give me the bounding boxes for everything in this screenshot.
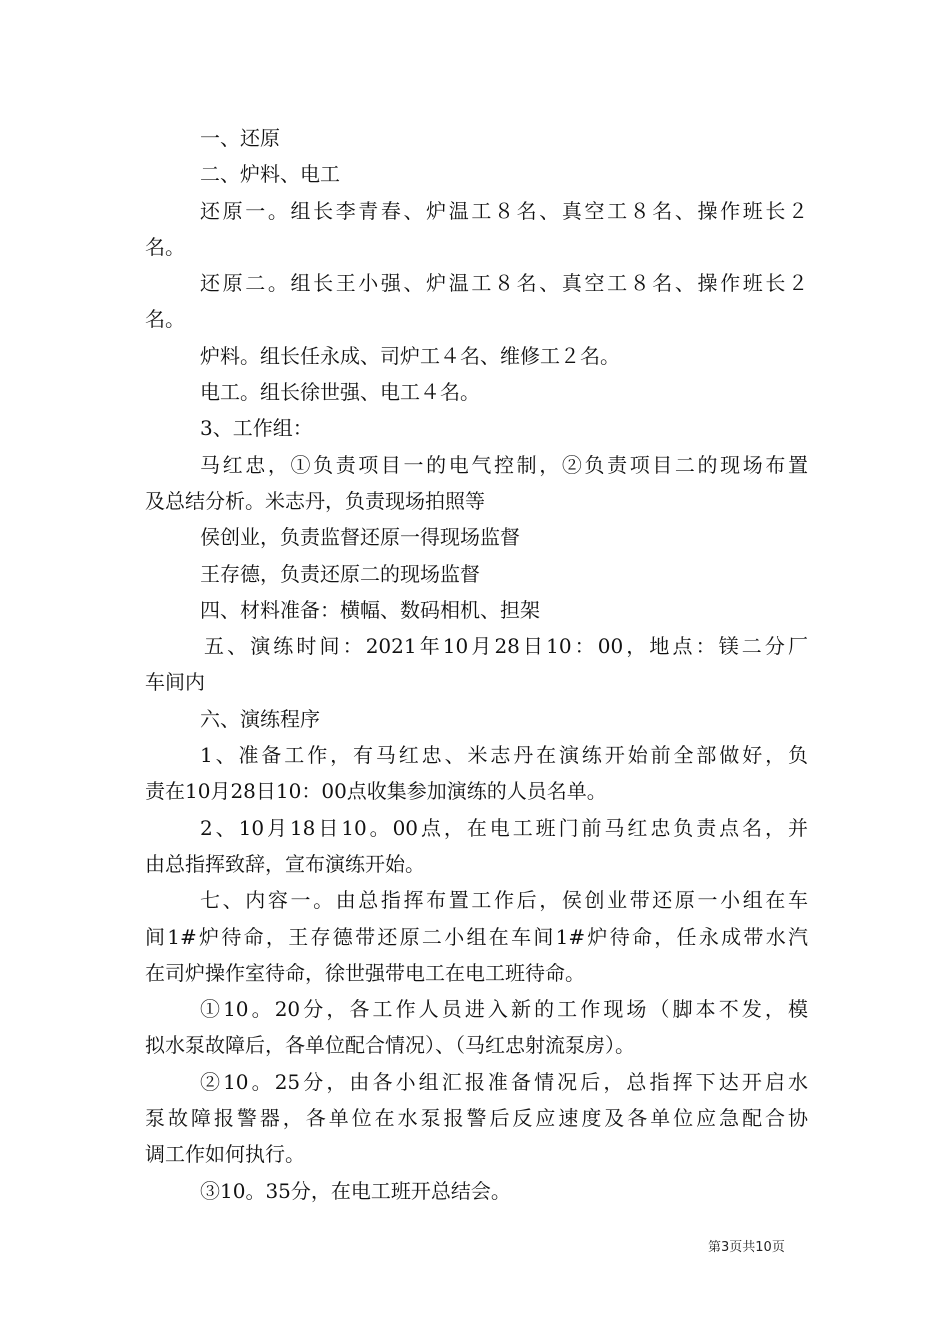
- text-line: 马红忠，①负责项目一的电气控制，②负责项目二的现场布置: [200, 452, 808, 477]
- text-line: 五、演练时间：2021年10月28日10：00，地点：镁二分厂: [204, 634, 808, 659]
- paragraph: [145, 120, 808, 156]
- document-body: [145, 120, 808, 1209]
- text-line: 调工作如何执行。: [145, 1142, 305, 1167]
- paragraph: [145, 338, 808, 374]
- text-line: ②10。25分，由各小组汇报准备情况后，总指挥下达开启水: [200, 1069, 808, 1094]
- paragraph: [145, 556, 808, 592]
- text-line: 七、内容一。由总指挥布置工作后，侯创业带还原一小组在车: [200, 888, 808, 913]
- text-line: 由总指挥致辞，宣布演练开始。: [145, 851, 425, 876]
- text-line: 还原一。组长李青春、炉温工８名、真空工８名、操作班长２: [200, 198, 808, 223]
- text-line: 车间内: [145, 670, 205, 695]
- text-line: 二、炉料、电工: [200, 162, 340, 187]
- text-line: 六、演练程序: [200, 706, 320, 731]
- paragraph: [145, 882, 808, 991]
- paragraph: [145, 701, 808, 737]
- paragraph: [145, 737, 808, 810]
- paragraph: [145, 592, 808, 628]
- text-line: 及总结分析。米志丹，负责现场拍照等: [145, 488, 485, 513]
- paragraph: [145, 1064, 808, 1173]
- paragraph: [145, 156, 808, 192]
- paragraph: [145, 1173, 808, 1209]
- text-line: 泵故障报警器，各单位在水泵报警后反应速度及各单位应急配合协: [145, 1106, 808, 1131]
- paragraph: [145, 991, 808, 1064]
- text-line: 一、还原: [200, 126, 280, 150]
- text-line: 王存德，负责还原二的现场监督: [200, 561, 480, 586]
- paragraph: [145, 519, 808, 555]
- paragraph: [145, 265, 808, 338]
- text-line: 名。: [145, 234, 185, 259]
- text-line: 3、工作组：: [200, 416, 313, 441]
- text-line: 1、准备工作，有马红忠、米志丹在演练开始前全部做好，负: [200, 743, 808, 768]
- page-number: 第3页共10页: [708, 1240, 785, 1255]
- text-line: 名。: [145, 307, 185, 332]
- text-line: 侯创业，负责监督还原一得现场监督: [200, 525, 520, 550]
- paragraph: [145, 374, 808, 410]
- text-line: 四、材料准备：横幅、数码相机、担架: [200, 597, 540, 622]
- paragraph: [145, 447, 808, 520]
- text-line: 炉料。组长任永成、司炉工４名、维修工２名。: [200, 343, 620, 368]
- text-line: 电工。组长徐世强、电工４名。: [200, 380, 480, 405]
- text-line: 拟水泵故障后，各单位配合情况）、（马红忠射流泵房）。: [145, 1033, 635, 1058]
- text-line: 2、10月18日10。00点，在电工班门前马红忠负责点名，并: [200, 815, 808, 840]
- paragraph: [145, 193, 808, 266]
- text-line: 在司炉操作室待命，徐世强带电工在电工班待命。: [145, 960, 585, 985]
- paragraph: [145, 628, 808, 701]
- paragraph: [145, 810, 808, 883]
- text-line: ③10。35分，在电工班开总结会。: [200, 1178, 511, 1203]
- text-line: 间1#炉待命，王存德带还原二小组在车间1#炉待命，任永成带水汽: [145, 924, 808, 949]
- paragraph: [145, 410, 808, 446]
- text-line: ①10。20分，各工作人员进入新的工作现场（脚本不发，模: [200, 997, 808, 1022]
- text-line: 还原二。组长王小强、炉温工８名、真空工８名、操作班长２: [200, 271, 808, 296]
- text-line: 责在10月28日10：00点收集参加演练的人员名单。: [145, 779, 607, 804]
